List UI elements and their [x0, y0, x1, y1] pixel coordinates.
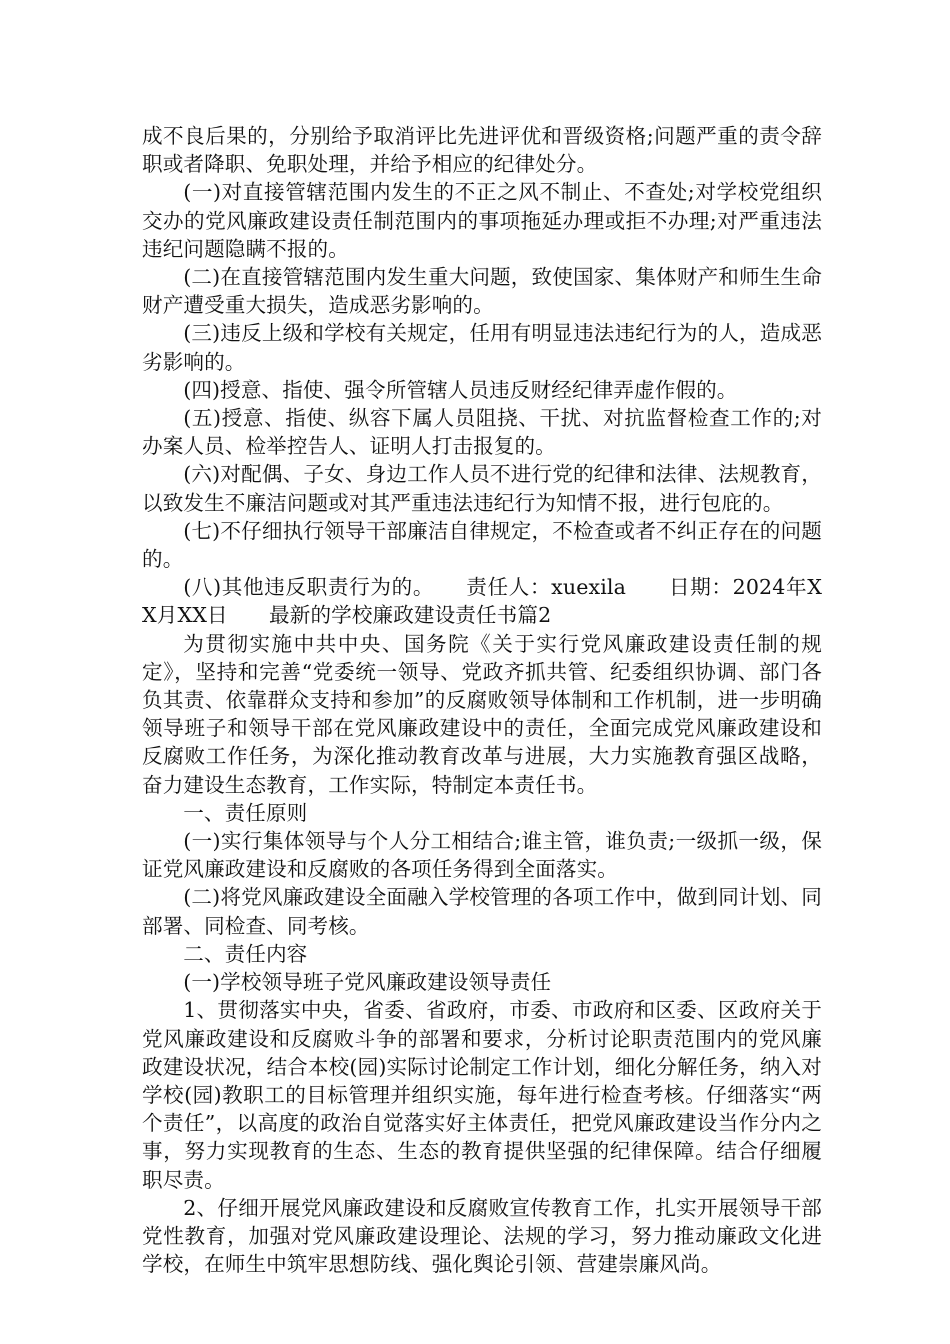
- subsection-heading-leadership: (一)学校领导班子党风廉政建设领导责任: [183, 970, 552, 995]
- document-page: [142, 122, 822, 1278]
- paragraph-principle-1: (一)实行集体领导与个人分工相结合;谁主管，谁负责;一级抓一级，保证党风廉政建设和反腐败的各项任务得到全面落实。: [142, 829, 822, 882]
- paragraph-item-2: (二)在直接管辖范围内发生重大问题，致使国家、集体财产和师生生命财产遭受重大损失，造成恶劣影响的。: [142, 265, 822, 318]
- paragraph-content-2: 2、仔细开展党风廉政建设和反腐败宣传教育工作，扎实开展领导干部党性教育，加强对党风廉政建设理论、法规的学习，努力推动廉政文化进学校，在师生中筑牢思想防线、强化舆论引领、营建崇廉风尚。: [142, 1195, 822, 1277]
- paragraph-content-1: 1、贯彻落实中央，省委、省政府，市委、市政府和区委、区政府关于党风廉政建设和反腐败斗争的部署和要求，分析讨论职责范围内的党风廉政建设状况，结合本校(园)实际讨论制定工作计划，细化分解任务，纳入对学校(园)教职工的目标管理并组织实施，每年进行检查考核。仔细落实“两个责任”，以高度的政治自觉落实好主体责任，把党风廉政建设当作分内之事，努力实现教育的生态、生态的教育提供坚强的纪律保障。结合仔细履职尽责。: [142, 998, 822, 1192]
- section-heading-content: 二、责任内容: [183, 941, 308, 966]
- paragraph-item-7: (七)不仔细执行领导干部廉洁自律规定，不检查或者不纠正存在的问题的。: [142, 518, 822, 572]
- paragraph-preamble: 为贯彻实施中共中央、国务院《关于实行党风廉政建设责任制的规定》，坚持和完善“党委统一领导、党政齐抓共管、纪委组织协调、部门各负其责、依靠群众支持和参加”的反腐败领导体制和工作机制，进一步明确领导班子和领导干部在党风廉政建设中的责任，全面完成党风廉政建设和反腐败工作任务，为深化推动教育改革与进展，大力实施教育强区战略，奋力建设生态教育，工作实际，特制定本责任书。: [142, 631, 822, 797]
- paragraph-item-5: (五)授意、指使、纵容下属人员阻挠、干扰、对抗监督检查工作的;对办案人员、检举控告人、证明人打击报复的。: [142, 406, 822, 459]
- paragraph-item-1: (一)对直接管辖范围内发生的不正之风不制止、不查处;对学校党组织交办的党风廉政建设责任制范围内的事项拖延办理或拒不办理;对严重违法违纪问题隐瞒不报的。: [142, 180, 822, 261]
- paragraph-principle-2: (二)将党风廉政建设全面融入学校管理的各项工作中，做到同计划、同部署、同检查、同考核。: [142, 885, 822, 938]
- paragraph-item-3: (三)违反上级和学校有关规定，任用有明显违法违纪行为的人，造成恶劣影响的。: [142, 321, 822, 374]
- paragraph-item-8-signature: (八)其他违反职责行为的。 责任人：xuexila 日期：2024年XX月XX日 最新的学校廉政建设责任书篇2: [142, 575, 822, 628]
- paragraph-item-4: (四)授意、指使、强令所管辖人员违反财经纪律弄虚作假的。: [183, 377, 738, 402]
- section-heading-principles: 一、责任原则: [183, 800, 308, 825]
- paragraph-item-6: (六)对配偶、子女、身边工作人员不进行党的纪律和法律、法规教育，以致发生不廉洁问题或对其严重违法违纪行为知情不报，进行包庇的。: [142, 462, 822, 515]
- paragraph-intro-continuation: 成不良后果的，分别给予取消评比先进评优和晋级资格;问题严重的责令辞职或者降职、免职处理，并给予相应的纪律处分。: [142, 124, 822, 177]
